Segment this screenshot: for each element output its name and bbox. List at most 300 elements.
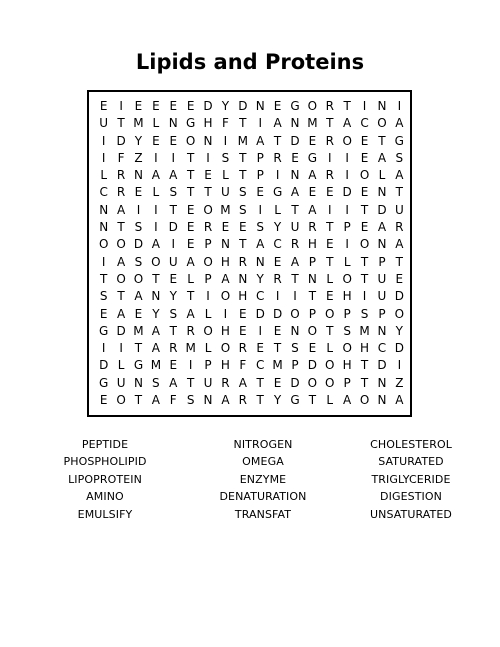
grid-letter[interactable]: L — [326, 393, 334, 408]
grid-letter[interactable]: I — [136, 202, 141, 217]
grid-letter[interactable]: E — [325, 237, 334, 252]
grid-letter[interactable]: E — [186, 220, 195, 235]
grid-letter[interactable]: T — [360, 375, 369, 390]
grid-letter[interactable]: O — [342, 341, 352, 356]
grid-letter[interactable]: A — [151, 393, 160, 408]
grid-letter[interactable]: E — [308, 133, 317, 148]
grid-letter[interactable]: O — [290, 306, 300, 321]
grid-letter[interactable]: Y — [256, 271, 264, 286]
grid-letter[interactable]: I — [293, 289, 297, 304]
grid-letter[interactable]: I — [206, 289, 210, 304]
grid-letter[interactable]: D — [377, 358, 387, 373]
grid-letter[interactable]: R — [238, 254, 247, 269]
grid-letter[interactable]: A — [395, 393, 404, 408]
grid-letter[interactable]: T — [134, 341, 143, 356]
grid-letter[interactable]: A — [169, 168, 178, 183]
grid-letter[interactable]: T — [169, 323, 177, 338]
grid-letter[interactable]: E — [325, 185, 334, 200]
grid-letter[interactable]: S — [395, 150, 404, 165]
grid-letter[interactable]: O — [342, 271, 352, 286]
grid-letter[interactable]: P — [291, 358, 299, 373]
grid-letter[interactable]: T — [378, 133, 386, 148]
grid-letter[interactable]: P — [256, 168, 264, 183]
grid-letter[interactable]: O — [203, 323, 213, 338]
grid-letter[interactable]: S — [99, 289, 108, 304]
grid-letter[interactable]: R — [169, 341, 178, 356]
grid-letter[interactable]: E — [291, 150, 299, 165]
grid-letter[interactable]: A — [290, 185, 300, 200]
grid-letter[interactable]: S — [134, 220, 143, 235]
grid-letter[interactable]: R — [325, 99, 334, 113]
grid-letter[interactable]: D — [116, 323, 126, 338]
grid-letter[interactable]: N — [220, 237, 230, 252]
grid-letter[interactable]: T — [273, 133, 282, 148]
grid-letter[interactable]: D — [203, 99, 213, 113]
grid-letter[interactable]: I — [101, 254, 106, 269]
grid-letter[interactable]: T — [117, 116, 125, 131]
grid-letter[interactable]: A — [395, 116, 404, 131]
grid-letter[interactable]: A — [186, 254, 195, 269]
grid-letter[interactable]: U — [290, 220, 300, 235]
grid-letter[interactable]: Y — [395, 323, 403, 338]
grid-letter[interactable]: L — [326, 341, 334, 356]
grid-letter[interactable]: P — [378, 254, 386, 269]
grid-letter[interactable]: U — [377, 271, 387, 286]
grid-letter[interactable]: I — [258, 116, 262, 131]
grid-letter[interactable]: H — [342, 358, 352, 373]
grid-letter[interactable]: A — [116, 202, 126, 217]
grid-letter[interactable]: H — [203, 116, 213, 131]
grid-letter[interactable]: E — [239, 306, 247, 321]
grid-letter[interactable]: O — [359, 393, 370, 408]
grid-letter[interactable]: N — [99, 220, 109, 235]
grid-letter[interactable]: E — [273, 254, 282, 269]
grid-letter[interactable]: N — [307, 271, 317, 286]
grid-letter[interactable]: T — [186, 375, 195, 390]
grid-letter[interactable]: T — [239, 116, 247, 131]
grid-letter[interactable]: Y — [152, 306, 160, 321]
grid-letter[interactable]: P — [308, 254, 316, 269]
grid-letter[interactable]: R — [273, 150, 282, 165]
grid-letter[interactable]: L — [343, 254, 351, 269]
grid-letter[interactable]: O — [116, 237, 126, 252]
grid-letter[interactable]: T — [239, 150, 247, 165]
grid-letter[interactable]: E — [360, 220, 369, 235]
grid-letter[interactable]: U — [168, 254, 178, 269]
grid-letter[interactable]: T — [326, 220, 334, 235]
grid-letter[interactable]: R — [186, 323, 195, 338]
grid-letter[interactable]: F — [239, 358, 247, 373]
grid-letter[interactable]: G — [394, 133, 404, 148]
grid-letter[interactable]: O — [307, 375, 318, 390]
grid-letter[interactable]: E — [169, 358, 178, 373]
grid-letter[interactable]: U — [377, 289, 387, 304]
grid-letter[interactable]: E — [273, 323, 282, 338]
grid-letter[interactable]: I — [362, 99, 367, 113]
grid-letter[interactable]: M — [220, 202, 231, 217]
grid-letter[interactable]: I — [275, 289, 280, 304]
grid-letter[interactable]: A — [151, 237, 160, 252]
grid-letter[interactable]: O — [325, 375, 335, 390]
grid-letter[interactable]: E — [152, 133, 160, 148]
grid-letter[interactable]: T — [308, 289, 317, 304]
grid-letter[interactable]: D — [290, 133, 300, 148]
grid-letter[interactable]: D — [377, 202, 387, 217]
grid-letter[interactable]: T — [134, 393, 143, 408]
grid-letter[interactable]: A — [221, 271, 230, 286]
grid-letter[interactable]: I — [345, 150, 349, 165]
grid-letter[interactable]: Y — [221, 99, 230, 113]
grid-letter[interactable]: A — [308, 168, 317, 183]
grid-letter[interactable]: D — [290, 375, 300, 390]
grid-letter[interactable]: I — [154, 150, 158, 165]
grid-letter[interactable]: E — [134, 185, 143, 200]
grid-letter[interactable]: I — [101, 341, 106, 356]
grid-letter[interactable]: E — [325, 289, 334, 304]
grid-letter[interactable]: O — [377, 116, 387, 131]
grid-letter[interactable]: M — [133, 323, 144, 338]
grid-letter[interactable]: E — [99, 306, 108, 321]
grid-letter[interactable]: D — [394, 341, 404, 356]
grid-letter[interactable]: T — [291, 202, 299, 217]
grid-letter[interactable]: C — [273, 237, 282, 252]
grid-letter[interactable]: R — [395, 220, 404, 235]
grid-letter[interactable]: H — [238, 289, 248, 304]
grid-letter[interactable]: H — [220, 358, 230, 373]
grid-letter[interactable]: N — [377, 99, 387, 113]
grid-letter[interactable]: S — [134, 254, 143, 269]
grid-letter[interactable]: A — [186, 306, 195, 321]
grid-letter[interactable]: S — [186, 393, 195, 408]
grid-letter[interactable]: O — [359, 237, 370, 252]
grid-letter[interactable]: O — [185, 133, 196, 148]
grid-letter[interactable]: E — [395, 271, 404, 286]
grid-letter[interactable]: T — [100, 271, 108, 286]
grid-letter[interactable]: L — [204, 306, 212, 321]
grid-letter[interactable]: A — [377, 220, 387, 235]
grid-letter[interactable]: O — [307, 99, 318, 113]
grid-letter[interactable]: I — [362, 289, 367, 304]
grid-letter[interactable]: T — [360, 254, 369, 269]
grid-letter[interactable]: H — [307, 237, 317, 252]
grid-letter[interactable]: S — [343, 323, 351, 338]
grid-letter[interactable]: O — [203, 202, 213, 217]
grid-letter[interactable]: T — [360, 202, 369, 217]
grid-letter[interactable]: L — [204, 341, 212, 356]
grid-letter[interactable]: A — [151, 168, 160, 183]
grid-letter[interactable]: D — [168, 220, 178, 235]
grid-letter[interactable]: N — [203, 393, 213, 408]
grid-letter[interactable]: N — [133, 168, 143, 183]
grid-letter[interactable]: E — [169, 99, 178, 113]
grid-letter[interactable]: I — [223, 133, 228, 148]
grid-letter[interactable]: C — [377, 341, 387, 356]
grid-letter[interactable]: T — [256, 393, 264, 408]
grid-letter[interactable]: T — [117, 289, 125, 304]
grid-letter[interactable]: E — [308, 341, 317, 356]
grid-letter[interactable]: T — [326, 116, 334, 131]
grid-letter[interactable]: O — [359, 168, 370, 183]
grid-letter[interactable]: N — [377, 185, 387, 200]
grid-letter[interactable]: U — [221, 185, 230, 200]
grid-letter[interactable]: N — [290, 323, 300, 338]
grid-letter[interactable]: I — [101, 150, 106, 165]
grid-letter[interactable]: O — [116, 271, 126, 286]
grid-letter[interactable]: T — [395, 254, 403, 269]
grid-letter[interactable]: E — [308, 185, 317, 200]
grid-letter[interactable]: R — [203, 220, 213, 235]
grid-letter[interactable]: A — [343, 116, 352, 131]
grid-letter[interactable]: T — [326, 323, 334, 338]
grid-letter[interactable]: A — [151, 341, 160, 356]
grid-letter[interactable]: E — [256, 185, 264, 200]
grid-letter[interactable]: I — [397, 99, 402, 113]
grid-letter[interactable]: T — [117, 220, 125, 235]
grid-letter[interactable]: I — [119, 99, 123, 113]
grid-letter[interactable]: I — [328, 202, 332, 217]
grid-letter[interactable]: E — [134, 306, 143, 321]
grid-letter[interactable]: I — [206, 150, 210, 165]
grid-letter[interactable]: D — [342, 185, 352, 200]
grid-letter[interactable]: A — [221, 393, 230, 408]
grid-letter[interactable]: M — [359, 323, 370, 338]
grid-letter[interactable]: T — [186, 185, 195, 200]
grid-letter[interactable]: R — [308, 220, 317, 235]
grid-letter[interactable]: I — [345, 202, 349, 217]
grid-letter[interactable]: N — [377, 393, 387, 408]
grid-letter[interactable]: A — [169, 375, 178, 390]
grid-letter[interactable]: O — [220, 289, 231, 304]
grid-letter[interactable]: S — [291, 341, 299, 356]
grid-letter[interactable]: M — [237, 133, 248, 148]
grid-letter[interactable]: E — [134, 99, 143, 113]
grid-letter[interactable]: N — [290, 116, 300, 131]
grid-letter[interactable]: I — [101, 133, 106, 148]
grid-letter[interactable]: E — [239, 220, 247, 235]
grid-letter[interactable]: E — [360, 150, 369, 165]
grid-letter[interactable]: S — [169, 306, 178, 321]
grid-letter[interactable]: T — [186, 289, 195, 304]
grid-letter[interactable]: G — [99, 323, 109, 338]
grid-letter[interactable]: R — [116, 185, 126, 200]
grid-letter[interactable]: S — [152, 375, 160, 390]
grid-letter[interactable]: A — [238, 375, 247, 390]
grid-letter[interactable]: O — [325, 306, 335, 321]
grid-letter[interactable]: D — [133, 237, 144, 252]
grid-letter[interactable]: A — [290, 254, 300, 269]
grid-letter[interactable]: I — [154, 220, 158, 235]
grid-letter[interactable]: L — [117, 358, 125, 373]
grid-letter[interactable]: A — [395, 168, 404, 183]
grid-letter[interactable]: S — [256, 220, 265, 235]
grid-letter[interactable]: I — [154, 202, 158, 217]
grid-letter[interactable]: P — [308, 306, 316, 321]
grid-letter[interactable]: R — [238, 393, 247, 408]
grid-letter[interactable]: Y — [273, 393, 282, 408]
grid-letter[interactable]: G — [99, 375, 109, 390]
grid-letter[interactable]: T — [152, 271, 160, 286]
grid-letter[interactable]: U — [203, 375, 213, 390]
grid-letter[interactable]: O — [98, 237, 109, 252]
grid-letter[interactable]: F — [169, 393, 177, 408]
grid-letter[interactable]: T — [186, 168, 195, 183]
grid-letter[interactable]: P — [343, 306, 351, 321]
grid-letter[interactable]: E — [273, 375, 282, 390]
grid-letter[interactable]: R — [273, 271, 282, 286]
grid-letter[interactable]: E — [204, 168, 212, 183]
grid-letter[interactable]: N — [377, 237, 387, 252]
grid-letter[interactable]: N — [238, 271, 248, 286]
grid-letter[interactable]: C — [256, 289, 265, 304]
grid-letter[interactable]: R — [325, 168, 334, 183]
grid-letter[interactable]: L — [100, 168, 108, 183]
grid-letter[interactable]: U — [99, 116, 109, 131]
grid-letter[interactable]: E — [99, 99, 108, 113]
grid-letter[interactable]: T — [186, 150, 195, 165]
grid-letter[interactable]: I — [275, 168, 280, 183]
grid-letter[interactable]: Y — [273, 220, 282, 235]
grid-letter[interactable]: P — [256, 150, 264, 165]
grid-letter[interactable]: L — [378, 168, 386, 183]
grid-letter[interactable]: N — [255, 99, 265, 113]
grid-letter[interactable]: C — [99, 185, 108, 200]
grid-letter[interactable]: I — [345, 237, 349, 252]
grid-letter[interactable]: G — [290, 99, 300, 113]
grid-letter[interactable]: G — [307, 150, 318, 165]
grid-letter[interactable]: A — [256, 133, 265, 148]
grid-letter[interactable]: T — [360, 358, 369, 373]
grid-letter[interactable]: A — [151, 323, 160, 338]
grid-letter[interactable]: A — [343, 393, 352, 408]
grid-letter[interactable]: E — [169, 271, 178, 286]
grid-letter[interactable]: R — [116, 168, 126, 183]
grid-letter[interactable]: H — [220, 323, 230, 338]
grid-letter[interactable]: D — [255, 306, 265, 321]
grid-letter[interactable]: S — [239, 202, 247, 217]
grid-letter[interactable]: I — [328, 150, 332, 165]
grid-letter[interactable]: A — [116, 306, 126, 321]
grid-letter[interactable]: A — [395, 237, 404, 252]
grid-letter[interactable]: D — [99, 358, 109, 373]
grid-letter[interactable]: S — [360, 306, 369, 321]
grid-letter[interactable]: Z — [134, 150, 143, 165]
grid-letter[interactable]: C — [360, 116, 369, 131]
grid-letter[interactable]: L — [326, 271, 334, 286]
grid-letter[interactable]: A — [308, 202, 317, 217]
grid-letter[interactable]: L — [152, 185, 160, 200]
grid-letter[interactable]: P — [204, 237, 212, 252]
grid-letter[interactable]: H — [360, 341, 370, 356]
grid-letter[interactable]: T — [273, 341, 282, 356]
grid-letter[interactable]: G — [272, 185, 283, 200]
grid-letter[interactable]: P — [204, 358, 212, 373]
grid-letter[interactable]: A — [256, 237, 265, 252]
grid-letter[interactable]: D — [238, 99, 248, 113]
grid-letter[interactable]: S — [221, 150, 230, 165]
grid-letter[interactable]: C — [256, 358, 265, 373]
grid-letter[interactable]: N — [168, 116, 178, 131]
grid-letter[interactable]: T — [360, 271, 369, 286]
grid-letter[interactable]: R — [325, 133, 334, 148]
grid-letter[interactable]: L — [274, 202, 281, 217]
grid-letter[interactable]: O — [133, 271, 144, 286]
grid-letter[interactable]: L — [187, 271, 194, 286]
grid-letter[interactable]: G — [133, 358, 144, 373]
grid-letter[interactable]: T — [256, 375, 264, 390]
grid-letter[interactable]: N — [133, 375, 143, 390]
grid-letter[interactable]: U — [116, 375, 126, 390]
grid-letter[interactable]: E — [152, 99, 160, 113]
grid-letter[interactable]: H — [220, 254, 230, 269]
grid-letter[interactable]: M — [307, 116, 318, 131]
grid-letter[interactable]: A — [116, 254, 126, 269]
grid-letter[interactable]: Z — [395, 375, 404, 390]
grid-letter[interactable]: L — [222, 168, 229, 183]
grid-letter[interactable]: N — [151, 289, 161, 304]
grid-letter[interactable]: N — [290, 168, 300, 183]
grid-letter[interactable]: P — [204, 271, 212, 286]
grid-letter[interactable]: T — [308, 393, 317, 408]
grid-letter[interactable]: T — [343, 99, 351, 113]
grid-letter[interactable]: I — [188, 358, 193, 373]
grid-letter[interactable]: D — [272, 306, 283, 321]
grid-letter[interactable]: I — [345, 168, 349, 183]
grid-letter[interactable]: M — [150, 358, 162, 373]
grid-letter[interactable]: F — [117, 150, 125, 165]
grid-letter[interactable]: A — [377, 150, 387, 165]
grid-letter[interactable]: O — [325, 358, 335, 373]
grid-letter[interactable]: M — [185, 341, 196, 356]
grid-letter[interactable]: M — [133, 116, 144, 131]
grid-letter[interactable]: R — [221, 375, 230, 390]
grid-letter[interactable]: O — [151, 254, 161, 269]
grid-letter[interactable]: O — [394, 306, 405, 321]
grid-letter[interactable]: R — [238, 341, 247, 356]
grid-letter[interactable]: Y — [169, 289, 177, 304]
grid-letter[interactable]: O — [307, 323, 318, 338]
grid-letter[interactable]: D — [116, 133, 126, 148]
grid-letter[interactable]: E — [99, 393, 108, 408]
grid-letter[interactable]: O — [116, 393, 126, 408]
grid-letter[interactable]: F — [221, 116, 229, 131]
grid-letter[interactable]: E — [186, 99, 195, 113]
grid-letter[interactable]: N — [203, 133, 213, 148]
grid-letter[interactable]: A — [134, 289, 143, 304]
grid-letter[interactable]: A — [273, 116, 282, 131]
grid-letter[interactable]: I — [119, 341, 123, 356]
grid-letter[interactable]: S — [169, 185, 178, 200]
grid-letter[interactable]: E — [221, 220, 230, 235]
grid-letter[interactable]: E — [256, 341, 264, 356]
grid-letter[interactable]: O — [342, 133, 352, 148]
grid-letter[interactable]: M — [272, 358, 283, 373]
grid-letter[interactable]: O — [203, 254, 213, 269]
grid-letter[interactable]: T — [204, 185, 212, 200]
grid-letter[interactable]: E — [360, 133, 369, 148]
grid-letter[interactable]: U — [394, 202, 404, 217]
grid-letter[interactable]: D — [394, 289, 404, 304]
grid-letter[interactable]: T — [239, 237, 247, 252]
grid-letter[interactable]: T — [239, 168, 247, 183]
grid-letter[interactable]: P — [343, 220, 351, 235]
grid-letter[interactable]: T — [326, 254, 334, 269]
grid-letter[interactable]: D — [307, 358, 317, 373]
grid-letter[interactable]: G — [185, 116, 196, 131]
grid-letter[interactable]: E — [360, 185, 369, 200]
grid-letter[interactable]: E — [186, 237, 195, 252]
grid-letter[interactable]: Y — [134, 133, 143, 148]
grid-letter[interactable]: I — [171, 237, 176, 252]
